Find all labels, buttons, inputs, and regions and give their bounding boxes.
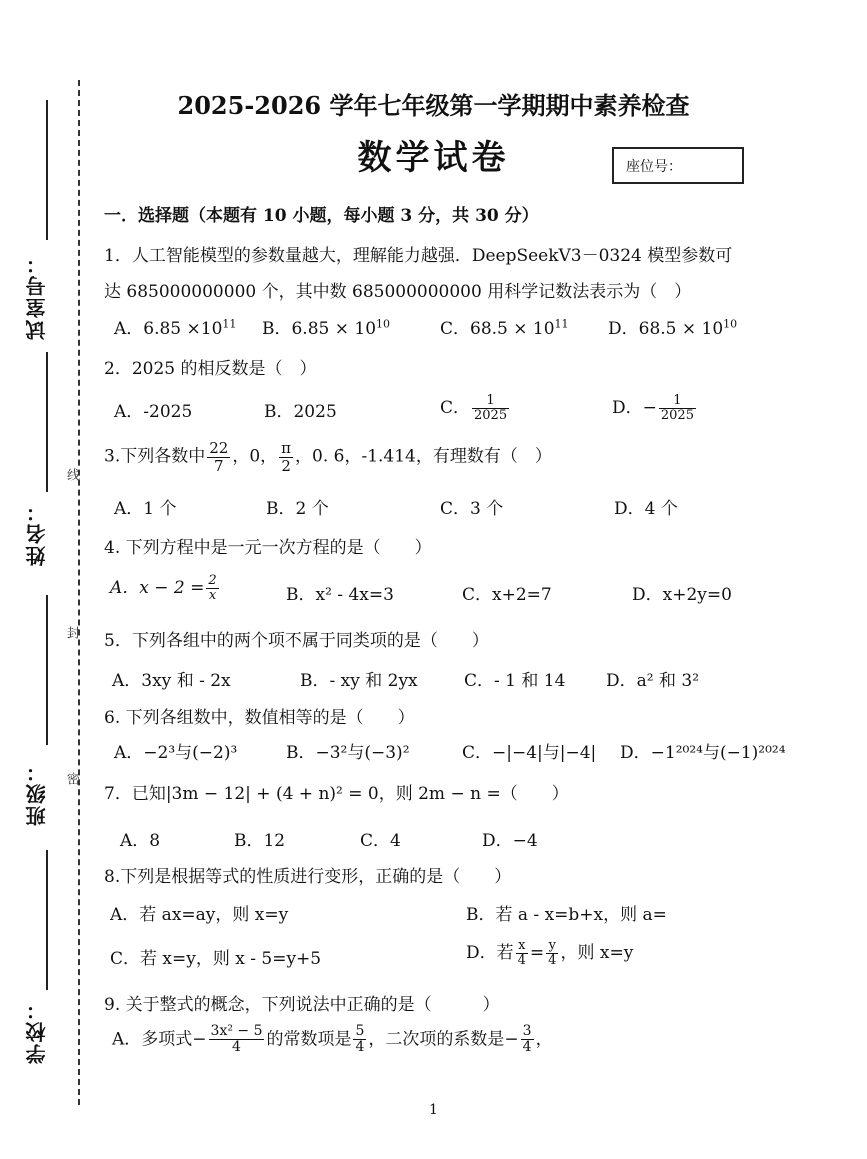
q5-stem: 5．下列各组中的两个项不属于同类项的是（ ） (104, 631, 489, 651)
q1-option-c: C．$68.5 \times 10^{11}$ (440, 317, 569, 339)
page-number: 1 (429, 1102, 438, 1118)
q5-option-d: D．a² 和 3² (606, 671, 700, 691)
q6-stem: 6. 下列各组数中，数值相等的是（ ） (104, 708, 415, 728)
q4-option-b: B．x² - 4x=3 (286, 585, 394, 605)
q7-option-c: C．4 (360, 831, 401, 851)
q3-option-b: B．2 个 (266, 499, 329, 519)
binding-dashed-line (78, 80, 80, 1105)
q5-option-a: A．3xy 和 - 2x (112, 671, 231, 691)
q2-option-a: A．-2025 (114, 402, 193, 422)
q4-stem: 4. 下列方程中是一元一次方程的是（ ） (104, 538, 432, 558)
class-label: 班级： (25, 760, 49, 826)
q5-option-c: C．- 1 和 14 (464, 671, 566, 691)
q1-stem-line2: 达 685000000000 个，其中数 685000000000 用科学记数法表示为（ ） (104, 282, 692, 302)
q3-stem: 3.下列各数中 $\frac{22}{7}$ ，0， $\frac{\pi}{2}$ ，0. 6̇，-1.414，有理数有（ ） (104, 439, 552, 475)
q9-option-a: A．多项式− $\frac{\text{3x² − 5}}{4}$ 的常数项是 $\frac{5}{4}$ ，二次项的系数是− $\frac{3}{4}$ ， (112, 1023, 553, 1056)
q7-option-d: D．−4 (482, 831, 538, 851)
q6-option-b: B．−3²与(−3)² (286, 743, 410, 763)
q8-option-b: B．若 a - x=b+x，则 a= (466, 905, 667, 925)
q5-option-b: B．- xy 和 2yx (300, 671, 418, 691)
q6-option-d: D．−1²⁰²⁴与(−1)²⁰²⁴ (620, 743, 786, 763)
class-line (46, 595, 48, 745)
q3-option-a: A．1 个 (114, 499, 177, 519)
q8-stem: 8.下列是根据等式的性质进行变形，正确的是（ ） (104, 867, 512, 887)
q2-option-c: C． $\frac{1}{2025}$ (440, 392, 508, 423)
name-label: 姓名： (25, 500, 49, 566)
q7-option-a: A．8 (120, 831, 161, 851)
school-label: 学校： (25, 998, 49, 1064)
q2-option-b: B．2025 (264, 402, 337, 422)
room-label: 试室号： (25, 252, 49, 340)
seal-mi: 密 (64, 772, 79, 785)
school-line (46, 850, 48, 990)
section-heading: 一．选择题（本题有 10 小题，每小题 3 分，共 30 分） (104, 206, 539, 226)
q9-stem: 9. 关于整式的概念，下列说法中正确的是（ ） (104, 995, 500, 1015)
q3-option-c: C．3 个 (440, 499, 504, 519)
q7-option-b: B．12 (234, 831, 286, 851)
exam-title: 2025-2026 学年七年级第一学期期中素养检查 (177, 91, 690, 120)
q1-option-d: D．$68.5 \times 10^{10}$ (608, 317, 738, 339)
q8-option-c: C．若 x=y，则 x - 5=y+5 (110, 949, 322, 969)
q8-option-a: A．若 ax=ay，则 x=y (110, 905, 289, 925)
subject-title: 数学试卷 (357, 138, 510, 178)
seal-xian: 线 (64, 468, 79, 481)
q1-option-a: A．$6.85 \times 10^{11}$ (114, 317, 237, 339)
q4-option-c: C．x+2=7 (462, 585, 552, 605)
q1-stem-line1: 1．人工智能模型的参数量越大，理解能力越强．DeepSeekV3－0324 模型参数可 (104, 246, 733, 266)
q2-stem: 2．2025 的相反数是（ ） (104, 359, 317, 379)
q4-option-a: A．x − 2 = $\frac{2}{x}$ (110, 572, 217, 603)
q8-option-d: D．若 $\frac{x}{4}$ = $\frac{y}{4}$ ，则 x=y (466, 937, 634, 968)
q6-option-a: A．−2³与(−2)³ (114, 743, 238, 763)
seat-number-box: 座位号： (612, 147, 744, 184)
q7-stem: 7．已知|3m − 12| + (4 + n)² = 0，则 2m − n =（ ） (104, 784, 569, 804)
q2-option-d: D．− $\frac{1}{2025}$ (612, 392, 694, 423)
q3-option-d: D．4 个 (614, 499, 678, 519)
seal-feng: 封 (64, 626, 79, 639)
name-line (46, 352, 48, 492)
q6-option-c: C．−|−4|与|−4| (462, 743, 597, 763)
q1-option-b: B．$6.85 \times 10^{10}$ (262, 317, 391, 339)
q4-option-d: D．x+2y=0 (632, 585, 732, 605)
